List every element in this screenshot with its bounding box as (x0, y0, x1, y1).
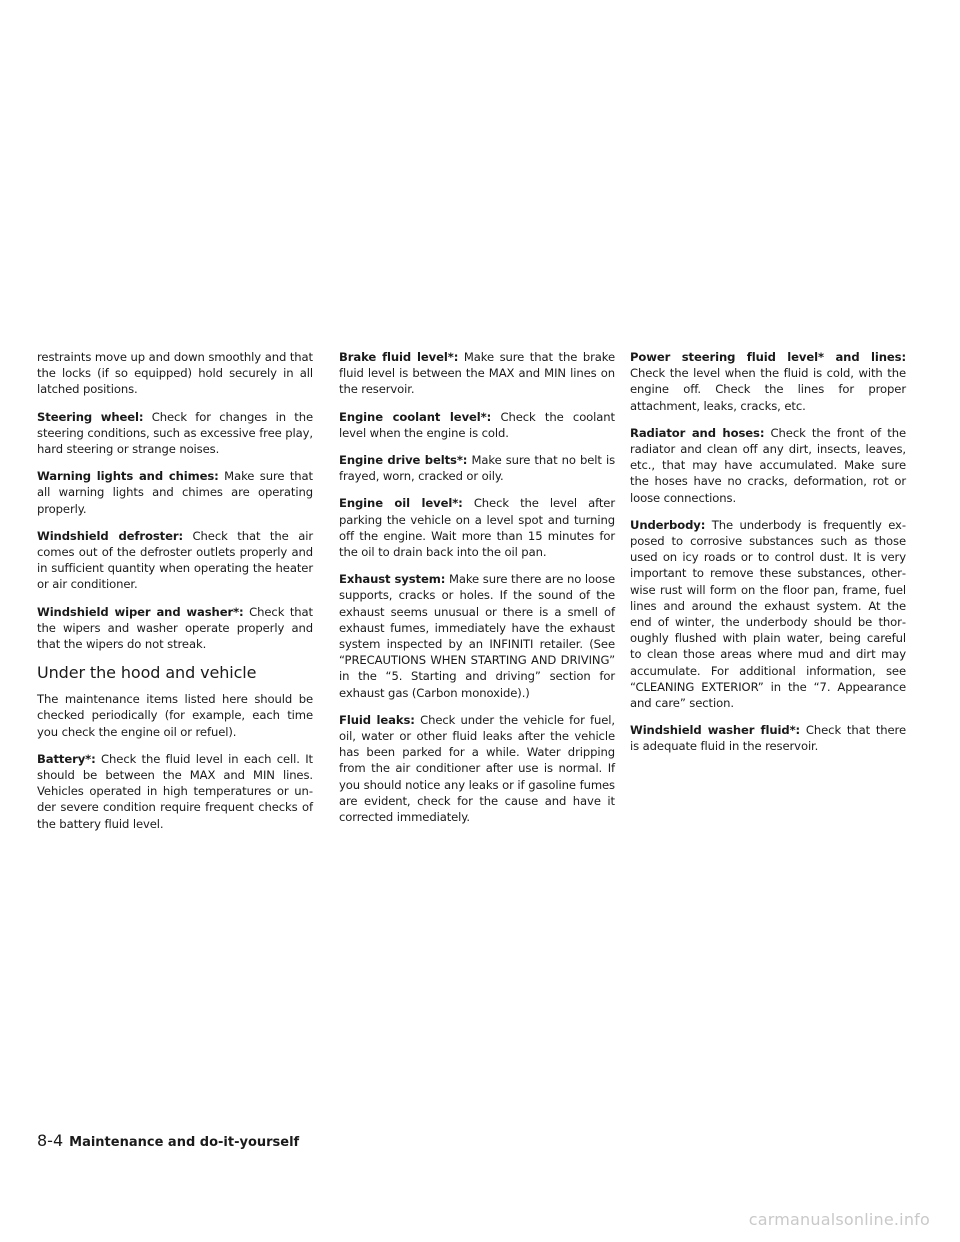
item-engine-oil (339, 495, 615, 560)
page-number: 8-4 (37, 1131, 64, 1150)
item-text: Check under the vehicle for fuel, oil, water or other fluid leaks after the vehicle has been parked for a while. Water dripping from the air conditioner after use is normal. If you should notice any leaks or if gasoline fumes are evident, check for the cause and have it corrected immediately. (339, 712, 616, 825)
item-label: Windshield wiper and washer*: (37, 604, 244, 619)
item-text: Check for changes in the steering conditions, such as excessive free play, hard steering or strange noises. (37, 409, 313, 457)
item-battery (37, 751, 313, 832)
item-underbody (630, 517, 906, 711)
item-steering-wheel (37, 409, 313, 458)
item-text: Make sure there are no loose supports, cracks or holes. If the sound of the exhaust seems unusual or there is a smell of exhaust fumes, immediately have the exhaust system inspected by an INFINITI retailer. (See “PRECAUTIONS WHEN STARTING AND DRIVING” in the “5. Starting and driving” section for exhaust gas (Carbon monoxide).) (339, 572, 615, 700)
item-label: Battery*: (37, 751, 96, 766)
column-3 (630, 349, 906, 766)
item-label: Engine coolant level*: (339, 409, 492, 424)
item-label: Steering wheel: (37, 409, 144, 424)
item-exhaust-system (339, 571, 615, 701)
item-warning-lights (37, 468, 313, 517)
item-fluid-leaks (339, 712, 615, 825)
item-radiator-hoses (630, 425, 906, 506)
item-text: Make sure that no belt is frayed, worn, cracked or oily. (339, 453, 616, 484)
item-label: Power steering fluid level* and lines: (630, 350, 906, 364)
paragraph-intro: The maintenance items listed here should be checked periodically (for example, each time you check the engine oil or refuel). (37, 692, 313, 739)
item-label: Radiator and hoses: (630, 425, 765, 440)
item-label: Windshield washer fluid*: (630, 723, 801, 738)
page-footer (37, 1133, 299, 1151)
item-windshield-wiper (37, 604, 313, 653)
item-label: Warning lights and chimes: (37, 469, 219, 484)
item-text: Check that the air comes out of the defroster outlets properly and in sufficient quantity when operating the heater or air conditioner. (37, 528, 313, 592)
item-label: Engine drive belts*: (339, 453, 468, 468)
item-text: The underbody is frequently exposed to corrosive substances such as those used on icy roads or to control dust. It is very important to remove these substances, otherwise rust will form on the floor pan, frame, fuel lines and around the exhaust system. At the end of winter, the underbody should be thoroughly flushed with plain water, being careful to clean those areas where mud and dirt may accumulate. For additional information, see “CLEANING EXTERIOR” in the “7. Appearance and care” section. (630, 517, 906, 711)
item-text: Check the coolant level when the engine is cold. (339, 409, 615, 440)
item-label: Exhaust system: (339, 572, 446, 587)
item-label: Fluid leaks: (339, 712, 415, 727)
item-washer-fluid (630, 722, 906, 754)
item-windshield-defroster (37, 528, 313, 593)
item-text: Check the front of the radiator and clean off any dirt, insects, leaves, etc., that may have accumulated. Make sure the hoses have no cracks, deformation, rot or loose connections. (630, 425, 906, 505)
item-text: Check the level when the fluid is cold, with the engine off. Check the lines for proper attachment, leaks, cracks, etc. (630, 366, 906, 413)
column-1 (37, 349, 313, 843)
column-2 (339, 349, 615, 836)
item-text: Make sure that the brake fluid level is between the MAX and MIN lines on the reservoir. (339, 350, 615, 397)
item-text: Make sure that all warning lights and chimes are operating properly. (37, 469, 313, 516)
item-power-steering (630, 349, 906, 414)
section-heading: Under the hood and vehicle (37, 663, 257, 683)
item-engine-coolant (339, 409, 615, 441)
item-text: Check the fluid level in each cell. It should be between the MAX and MIN lines. Vehicles operated in high temperatures or under severe condition require frequent checks of the battery fluid level. (37, 751, 313, 831)
section-title: Maintenance and do-it-yourself (69, 1135, 300, 1150)
watermark: carmanualsonline.info (748, 1210, 930, 1229)
item-label: Engine oil level*: (339, 496, 463, 511)
item-drive-belts (339, 452, 615, 484)
item-label: Brake fluid level*: (339, 350, 459, 364)
item-text: Check that the wipers and washer operate properly and that the wipers do not streak. (37, 604, 313, 652)
item-label: Windshield defroster: (37, 528, 184, 543)
item-text: Check the level after parking the vehicle on a level spot and turning off the engine. Wait more than 15 minutes for the oil to drain back into the oil pan. (339, 496, 615, 560)
item-brake-fluid (339, 349, 615, 398)
item-text: Check that there is adequate fluid in the reservoir. (630, 723, 906, 754)
paragraph-restraints: restraints move up and down smoothly and that the locks (if so equipped) hold securely in all latched positions. (37, 350, 313, 397)
item-label: Underbody: (630, 517, 706, 532)
